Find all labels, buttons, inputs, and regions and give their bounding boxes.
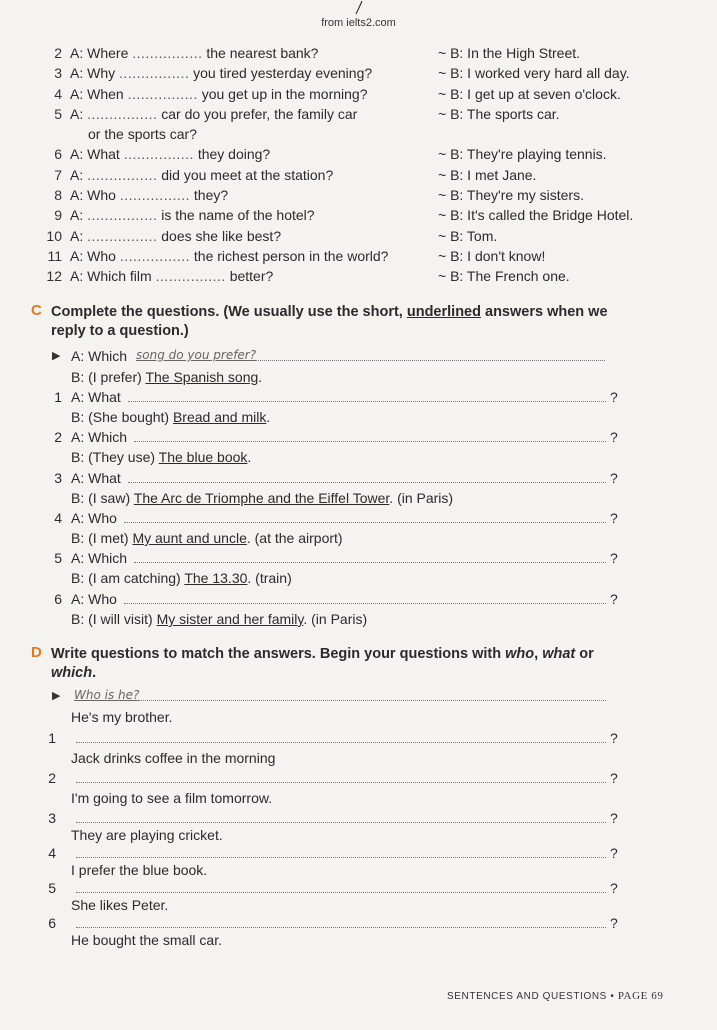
answer-field[interactable] [76, 913, 606, 928]
question: A: When ................ you get up in the morning? [70, 85, 368, 102]
list-item [0, 165, 717, 185]
answer: ~ B: Tom. [438, 227, 498, 244]
answer-field[interactable] [128, 387, 606, 402]
page-footer: SENTENCES AND QUESTIONS • PAGE 69 [447, 990, 664, 1002]
item-number: 6 [54, 146, 62, 163]
question: A: Where ................ the nearest bank? [70, 45, 319, 61]
instructions-d: Write questions to match the answers. Begin your questions with who, what or which. [51, 646, 594, 681]
answer: ~ B: The French one. [438, 268, 570, 285]
item-number: 8 [54, 187, 62, 204]
list-item [0, 84, 717, 104]
answer: ~ B: In the High Street. [438, 45, 581, 61]
question: A: Who ................ they? [70, 187, 229, 204]
list-item [0, 246, 717, 266]
example-question: ▶ A: Which song do you prefer? [0, 346, 717, 366]
answer: ~ B: It's called the Bridge Hotel. [438, 207, 634, 224]
question-line: 3 ? [48, 810, 618, 826]
question-line: 2 ? [48, 770, 618, 786]
item-number: 2 [54, 45, 62, 61]
list-item [0, 144, 717, 164]
answer-field[interactable] [76, 808, 606, 823]
answer-field[interactable] [134, 427, 606, 442]
question-line: 1 A: What ? [54, 389, 618, 405]
answer-line [255, 346, 605, 361]
item-number: 10 [46, 227, 62, 244]
answer: ~ B: I don't know! [438, 247, 546, 264]
example-answer: He's my brother. [71, 709, 173, 725]
item-number: 5 [54, 105, 62, 122]
pen-mark [350, 0, 370, 16]
exercise-b-list [0, 43, 717, 287]
answer-line: They are playing cricket. [71, 827, 223, 843]
question-line: 3 A: What ? [54, 470, 618, 486]
answer-line: B: (I met) My aunt and uncle. (at the airport) [71, 530, 343, 546]
answer-field[interactable] [76, 843, 606, 858]
question: A: ................ car do you prefer, the family car [70, 105, 358, 122]
item-number: 7 [54, 166, 62, 183]
answer: ~ B: I met Jane. [438, 166, 537, 183]
item-number: 12 [46, 268, 62, 285]
answer-field[interactable] [124, 508, 606, 523]
answer: ~ B: I worked very hard all day. [438, 65, 630, 82]
answer-line: B: (I will visit) My sister and her family. (in Paris) [71, 611, 368, 627]
answer-field[interactable] [128, 468, 606, 483]
question: A: What ................ they doing? [70, 146, 271, 163]
answer-line [136, 686, 606, 701]
answer-field[interactable] [124, 589, 606, 604]
example-answer: B: (I prefer) The Spanish song. [71, 369, 263, 385]
list-item [0, 205, 717, 225]
question-line: 4 ? [48, 845, 618, 861]
answer: ~ B: They're my sisters. [438, 187, 584, 204]
list-item [0, 63, 717, 83]
question: A: Who ................ the richest person in the world? [70, 247, 389, 264]
list-item [0, 266, 717, 286]
item-number: 11 [47, 247, 62, 264]
question: A: ................ is the name of the hotel? [70, 207, 315, 224]
question-line: 5 A: Which ? [54, 550, 618, 566]
question-line: 6 ? [48, 915, 618, 931]
arrow-icon: ▶ [52, 690, 61, 702]
question: A: Why ................ you tired yesterday evening? [70, 65, 373, 82]
answer-field[interactable] [76, 878, 606, 893]
question: A: Which film ................ better? [70, 268, 274, 285]
arrow-icon: ▶ [52, 350, 61, 362]
example-question [0, 686, 717, 706]
watermark: from ielts2.com [321, 17, 396, 29]
question-line: 2 A: Which ? [54, 429, 618, 445]
answer-line: He bought the small car. [71, 932, 222, 948]
question: A: ................ does she like best? [70, 227, 282, 244]
list-item [0, 185, 717, 205]
answer-line: B: (They use) The blue book. [71, 449, 252, 465]
question-line: 4 A: Who ? [54, 510, 618, 526]
handwritten-answer: Who is he? [74, 688, 140, 702]
answer-field[interactable] [76, 768, 606, 783]
answer-field[interactable] [134, 548, 606, 563]
answer-field[interactable] [76, 728, 606, 743]
answer-line: I prefer the blue book. [71, 862, 208, 878]
answer-line: B: (She bought) Bread and milk. [71, 409, 271, 425]
question-line: 5 ? [48, 880, 618, 896]
question-line: 1 ? [48, 730, 618, 746]
answer-line: B: (I am catching) The 13.30. (train) [71, 570, 292, 586]
list-item [0, 104, 717, 124]
question: A: ................ did you meet at the station? [70, 166, 334, 183]
section-letter-c: C [31, 302, 42, 319]
answer-line: Jack drinks coffee in the morning [71, 750, 276, 766]
answer: ~ B: I get up at seven o'clock. [438, 85, 621, 102]
handwritten-answer: song do you prefer? [136, 348, 257, 362]
list-item [0, 226, 717, 246]
instructions-c: Complete the questions. (We usually use the short, underlined answers when we reply to a question.) [51, 304, 608, 339]
item-number: 4 [54, 85, 62, 102]
section-letter-d: D [31, 644, 42, 661]
answer-line: She likes Peter. [71, 897, 169, 913]
answer-line: B: (I saw) The Arc de Triomphe and the Eiffel Tower. (in Paris) [71, 490, 454, 506]
answer: ~ B: The sports car. [438, 105, 560, 122]
item-number: 9 [54, 207, 62, 224]
answer-line: I'm going to see a film tomorrow. [71, 790, 273, 806]
list-item [0, 43, 717, 63]
answer: ~ B: They're playing tennis. [438, 146, 607, 163]
question-line: 6 A: Who ? [54, 591, 618, 607]
list-item-continuation: or the sports car? [88, 126, 197, 143]
item-number: 3 [54, 65, 62, 82]
